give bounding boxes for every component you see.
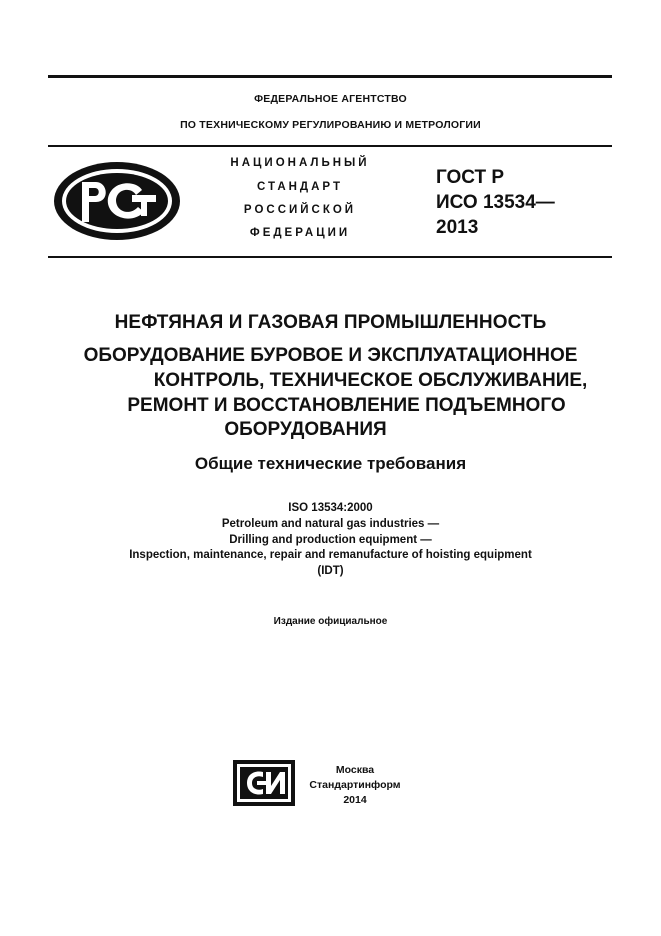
gost-line-3: 2013: [436, 217, 479, 238]
national-line-4: ФЕДЕРАЦИИ: [249, 227, 351, 239]
subtitle-line-3: РЕМОНТ И ВОССТАНОВЛЕНИЕ ПОДЪЕМНОГО: [127, 395, 566, 416]
imprint-publisher: Стандартинформ: [309, 779, 401, 791]
gost-line-2: ИСО 13534—: [436, 192, 555, 213]
national-line-3: РОССИЙСКОЙ: [243, 204, 357, 216]
agency-line-1: ФЕДЕРАЛЬНОЕ АГЕНТСТВО: [254, 93, 407, 105]
standard-block-top-rule: [48, 145, 612, 147]
gost-line-1: ГОСТ Р: [436, 167, 505, 188]
rst-certification-mark-icon: [52, 160, 182, 242]
iso-line-2: Petroleum and natural gas industries —: [221, 518, 440, 530]
agency-line-2: ПО ТЕХНИЧЕСКОМУ РЕГУЛИРОВАНИЮ И МЕТРОЛОГИИ: [180, 119, 481, 131]
iso-line-1: ISO 13534:2000: [288, 502, 373, 514]
subtitle-line-1: ОБОРУДОВАНИЕ БУРОВОЕ И ЭКСПЛУАТАЦИОННОЕ: [83, 345, 578, 366]
standard-block-bottom-rule: [48, 256, 612, 258]
imprint-city: Москва: [335, 764, 375, 776]
national-line-1: НАЦИОНАЛЬНЫЙ: [230, 157, 370, 169]
iso-line-4: Inspection, maintenance, repair and remanufacture of hoisting equipment: [129, 549, 532, 561]
iso-line-3: Drilling and production equipment —: [229, 534, 432, 546]
subtitle-line-2: КОНТРОЛЬ, ТЕХНИЧЕСКОЕ ОБСЛУЖИВАНИЕ,: [153, 370, 588, 391]
edition-label: Издание официальное: [273, 616, 388, 627]
document-subtitle: Общие технические требования: [194, 454, 467, 473]
standartinform-logo-icon: [233, 760, 295, 806]
top-rule: [48, 75, 612, 78]
iso-line-5: (IDT): [317, 565, 344, 577]
document-title: НЕФТЯНАЯ И ГАЗОВАЯ ПРОМЫШЛЕННОСТЬ: [114, 312, 547, 333]
imprint-year: 2014: [343, 794, 367, 806]
national-line-2: СТАНДАРТ: [257, 181, 343, 193]
subtitle-line-4: ОБОРУДОВАНИЯ: [224, 419, 387, 440]
